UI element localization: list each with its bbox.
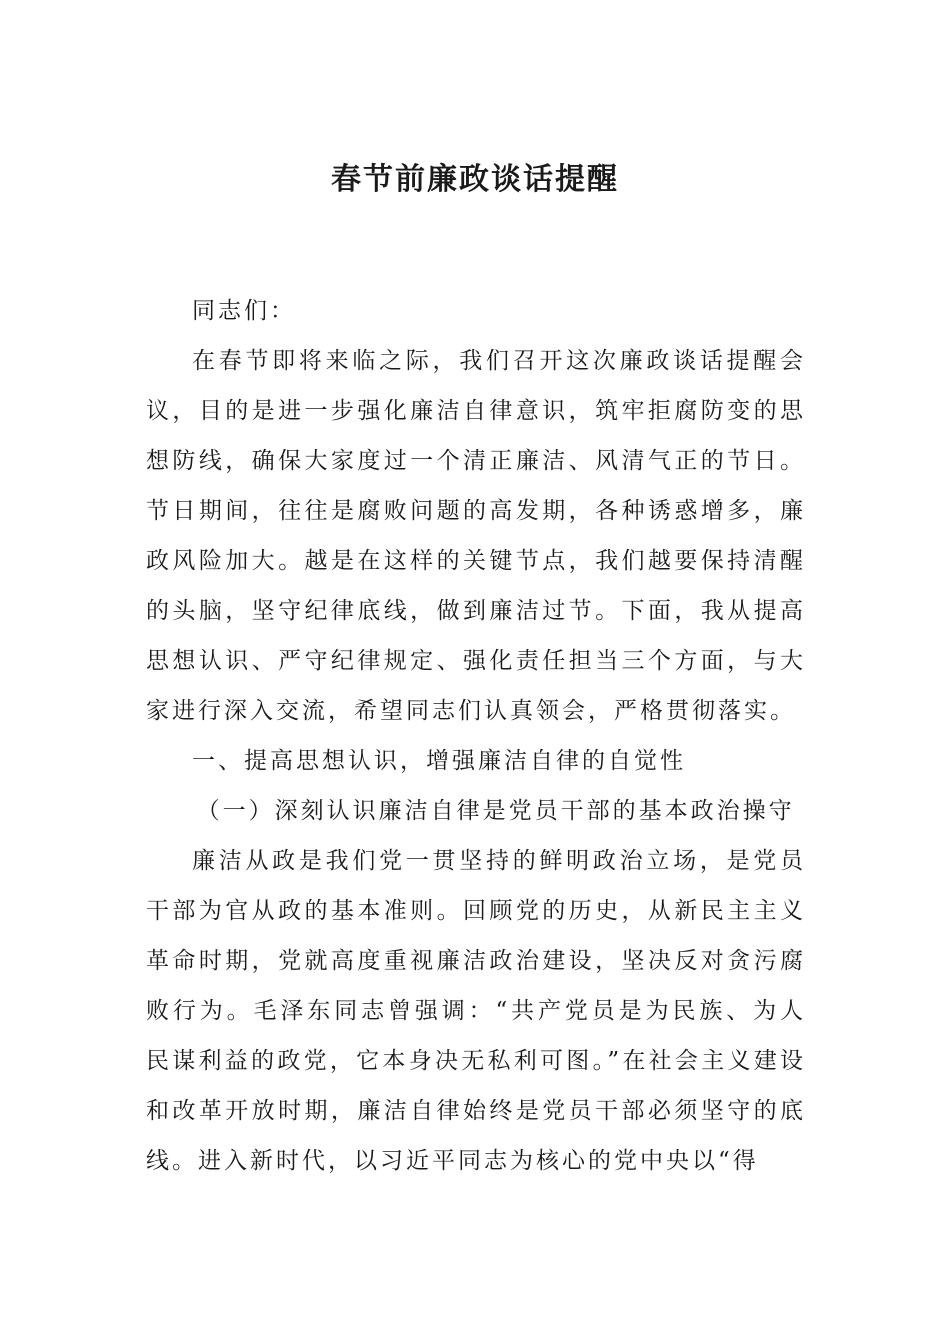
body-paragraph: 廉洁从政是我们党一贯坚持的鲜明政治立场，是党员干部为官从政的基本准则。回顾党的历史，从新民主主义革命时期，党就高度重视廉洁政治建设，坚决反对贪污腐败行为。毛泽东同志曾强调：“共产党员是为民族、为人民谋利益的政党，它本身决无私利可图。”在社会主义建设和改革开放时期，廉洁自律始终是党员干部必须坚守的底线。进入新时代，以习近平同志为核心的党中央以“得 <box>146 848 806 1174</box>
document-title: 春节前廉政谈话提醒 <box>331 162 619 197</box>
subsection-heading: （一）深刻认识廉洁自律是党员干部的基本政治操守 <box>196 798 795 824</box>
section-heading: 一、提高思想认识，增强廉洁自律的自觉性 <box>192 748 686 774</box>
document-body <box>146 286 806 1186</box>
intro-paragraph: 在春节即将来临之际，我们召开这次廉政谈话提醒会议，目的是进一步强化廉洁自律意识，筑牢拒腐防变的思想防线，确保大家度过一个清正廉洁、风清气正的节日。节日期间，往往是腐败问题的高发期，各种诱惑增多，廉政风险加大。越是在这样的关键节点，我们越要保持清醒的头脑，坚守纪律底线，做到廉洁过节。下面，我从提高思想认识、严守纪律规定、强化责任担当三个方面，与大家进行深入交流，希望同志们认真领会，严格贯彻落实。 <box>146 348 806 724</box>
salutation: 同志们： <box>192 298 296 324</box>
